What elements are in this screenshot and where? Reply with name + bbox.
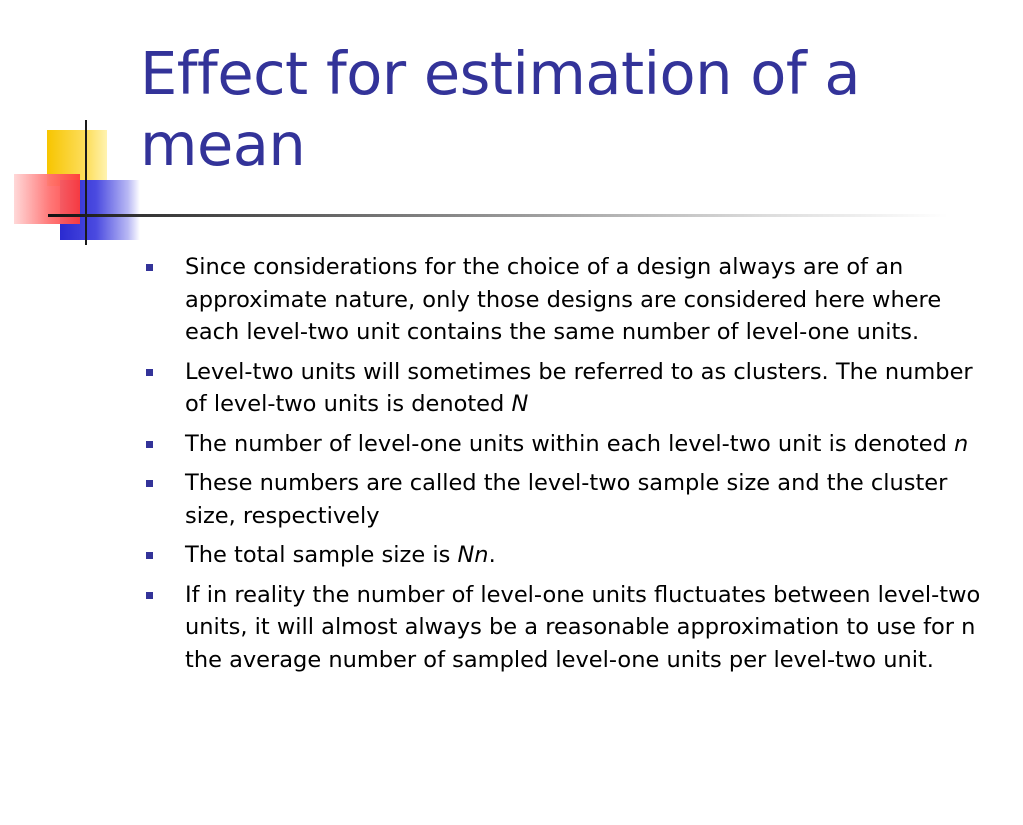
square-bullet-icon — [146, 552, 153, 559]
bullet-item — [142, 251, 992, 349]
bullet-text: These numbers are called the level-two sample size and the cluster size, respectively — [185, 470, 948, 529]
bullet-italic-symbol: Nn — [457, 542, 489, 568]
logo-vertical-line — [85, 120, 87, 245]
bullet-item — [142, 467, 992, 532]
title-underline — [48, 214, 948, 217]
square-bullet-icon — [146, 592, 153, 599]
bullet-text: Level-two units will sometimes be referred to as clusters. The number of level-two units is denoted — [185, 358, 973, 417]
bullet-item — [142, 428, 992, 461]
square-bullet-icon — [146, 369, 153, 376]
square-bullet-icon — [146, 480, 153, 487]
square-bullet-icon — [146, 441, 153, 448]
bullet-italic-symbol: n — [954, 430, 969, 457]
bullet-suffix: . — [488, 542, 496, 568]
slide-title: Effect for estimation of a mean — [140, 39, 861, 179]
bullet-text: The number of level-one units within each level-two unit is denoted — [185, 430, 955, 457]
bullet-list — [142, 251, 992, 683]
bullet-text: Since considerations for the choice of a design always are of an approximate nature, only those designs are considered here where each level-two unit contains the same number of level-one units. — [185, 254, 942, 345]
square-bullet-icon — [146, 264, 153, 271]
bullet-italic-symbol: N — [511, 391, 529, 417]
bullet-text: If in reality the number of level-one units fluctuates between level-two units, it will almost always be a reasonable approximation to use for n the average number of sampled level-one units per level-two unit. — [185, 581, 981, 673]
bullet-item — [142, 356, 992, 421]
bullet-text: The total sample size is — [185, 542, 458, 568]
bullet-item — [142, 539, 992, 572]
template-logo-icon — [0, 0, 160, 260]
bullet-item — [142, 579, 992, 677]
